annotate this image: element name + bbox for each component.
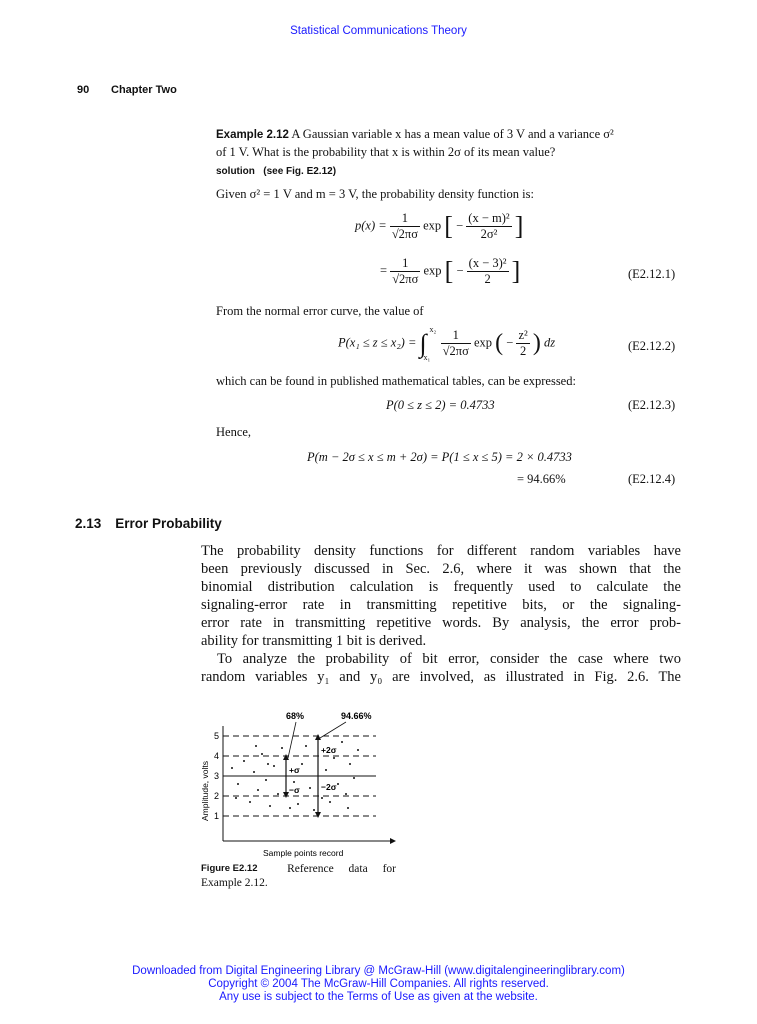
eq3-number: (E2.12.3) — [628, 398, 676, 412]
y-tick-3: 3 — [214, 771, 220, 781]
eq2-arg-fraction — [516, 328, 529, 359]
eq1-exp: exp — [423, 218, 442, 233]
caption-label: Figure E2.12 — [201, 863, 258, 874]
section-paragraph-1 — [201, 542, 681, 686]
two-sigma-arrow-down-icon — [315, 812, 321, 818]
plus-two-sigma-label: +2σ — [321, 745, 337, 755]
eq2-lower: x₁ — [423, 352, 431, 362]
para2-line: random variables y₁ and y₀ are involved, as illustrated in Fig. 2.6. The — [201, 669, 681, 685]
equation-e2-12-1b: = $\frac{1}{√2\pi\sigma}$ exp [ − $\frac{\text{(x − 3)²}}{2}$ ] — [380, 256, 521, 286]
section-heading — [75, 516, 222, 531]
solution-ref: (see Fig. E2.12) — [263, 166, 337, 177]
equation-e2-12-4-line1: P(m − 2σ ≤ x ≤ m + 2σ) = P(1 ≤ x ≤ 5) = 2 × 0.4733 — [307, 450, 572, 464]
para1-line: signaling-error rate in transmitting repetitive bits, or the signaling- — [201, 597, 681, 613]
figure-e2-12 — [198, 706, 398, 858]
equation-e2-12-2: P(x₁ ≤ z ≤ x₂) = ∫ x₂ x₁ $\frac{1}{√2\pi\sigma}$ exp ( − $\frac{\text{z²}}{2}$ ) dz — [338, 324, 556, 362]
footer-copyright-line[interactable]: Copyright © 2004 The McGraw-Hill Companies. All rights reserved. — [208, 978, 549, 990]
equation-e2-12-4-line2: = 94.66% — [517, 472, 566, 486]
solution-label: solution — [216, 166, 255, 177]
para1-line: binomial distribution calculation is frequently used to calculate the — [201, 579, 681, 595]
eq1b-arg-den: 2 — [484, 272, 491, 286]
plus-sigma-label: +σ — [289, 765, 300, 775]
chapter-title: Chapter Two — [111, 84, 177, 96]
footer-download-line[interactable]: Downloaded from Digital Engineering Library @ McGraw-Hill (www.digitalengineeringlibrary.com) — [132, 965, 625, 977]
x-axis-arrow-icon — [390, 838, 396, 844]
two-sigma-arrow-up-icon — [315, 734, 321, 740]
eq1b-arg-fraction — [467, 256, 509, 287]
label-94-percent: 94.66% — [341, 711, 372, 721]
eq1b-num: 1 — [390, 256, 420, 272]
label-68-percent: 68% — [286, 711, 305, 721]
normal-curve-text: From the normal error curve, the value of — [216, 304, 424, 318]
eq2-arg-num: z² — [518, 328, 528, 342]
page-number: 90 — [77, 84, 90, 96]
equation-e2-12-1a: p(x) = $\frac{1}{√2\pi\sigma}$ exp [ − $\frac{\text{(x − m)²}}{\text{2σ²}}$ ] — [355, 211, 524, 241]
example-line1: A Gaussian variable x has a mean value of 3 V and a variance σ² — [291, 127, 614, 141]
eq1-lhs: p(x) = — [355, 218, 387, 233]
example-label: Example 2.12 — [216, 129, 289, 141]
eq1b-exp: exp — [423, 263, 442, 278]
given-text: Given σ² = 1 V and m = 3 V, the probability density function is: — [216, 187, 534, 201]
running-title[interactable]: Statistical Communications Theory — [290, 25, 467, 37]
eq1-arg-fraction — [466, 211, 511, 242]
eq1b-den: √2πσ — [392, 272, 419, 286]
caption-text: Reference data for — [287, 863, 396, 875]
para1-line: ability for transmitting 1 bit is derived. — [201, 633, 427, 649]
eq2-num: 1 — [441, 328, 471, 344]
eq1-num: 1 — [390, 211, 420, 227]
eq1-number: (E2.12.1) — [628, 267, 676, 281]
eq1-den: √2πσ — [391, 227, 418, 241]
para2-line: To analyze the probability of bit error, consider the case where two — [217, 651, 681, 667]
example-statement — [216, 126, 686, 161]
eq2-fraction — [441, 328, 471, 359]
minus-sigma-label: −σ — [289, 785, 300, 795]
figure-caption — [201, 862, 396, 890]
hence-text: Hence, — [216, 425, 252, 439]
y-axis-label: Amplitude, volts — [200, 761, 210, 821]
eq2-exp: exp — [473, 335, 493, 350]
eq1b-arg-num: (x − 3)² — [468, 256, 507, 270]
para1-line: The probability density functions for different random variables have — [201, 543, 681, 559]
eq2-arg-den: 2 — [519, 344, 527, 358]
eq1-arg-num: (x − m)² — [468, 211, 510, 225]
eq2-number: (E2.12.2) — [628, 339, 676, 353]
eq2-lhs: P(x₁ ≤ z ≤ x₂) = — [338, 335, 417, 350]
leader-68 — [288, 722, 296, 758]
integral-sign: ∫ x₂ x₁ — [419, 324, 437, 362]
section-title: Error Probability — [115, 516, 222, 531]
para1-line: error rate in transmitting repetitive words. By analysis, the error prob- — [201, 615, 681, 631]
y-tick-4: 4 — [214, 751, 220, 761]
eq2-upper: x₂ — [429, 324, 437, 334]
para1-line: been previously discussed in Sec. 2.6, where it was shown that the — [201, 561, 681, 577]
tables-text: which can be found in published mathematical tables, can be expressed: — [216, 374, 576, 388]
caption-text-2: Example 2.12. — [201, 877, 268, 889]
x-axis-label: Sample points record — [263, 848, 344, 858]
footer-terms-line[interactable]: Any use is subject to the Terms of Use as given at the website. — [219, 991, 538, 1003]
eq1-fraction — [390, 211, 420, 242]
eq4-number: (E2.12.4) — [628, 472, 676, 486]
y-tick-2: 2 — [214, 791, 220, 801]
equation-e2-12-3: P(0 ≤ z ≤ 2) = 0.4733 — [386, 398, 495, 412]
solution-heading — [216, 166, 336, 177]
eq2-dz: dz — [544, 335, 556, 350]
example-line2: of 1 V. What is the probability that x is within 2σ of its mean value? — [216, 145, 556, 159]
y-tick-5: 5 — [214, 731, 220, 741]
eq2-den: √2πσ — [442, 344, 469, 358]
eq1-arg-den: 2σ² — [480, 227, 498, 241]
y-tick-1: 1 — [214, 811, 220, 821]
section-number: 2.13 — [75, 516, 102, 531]
eq1b-fraction — [390, 256, 420, 287]
minus-two-sigma-label: −2σ — [321, 782, 337, 792]
